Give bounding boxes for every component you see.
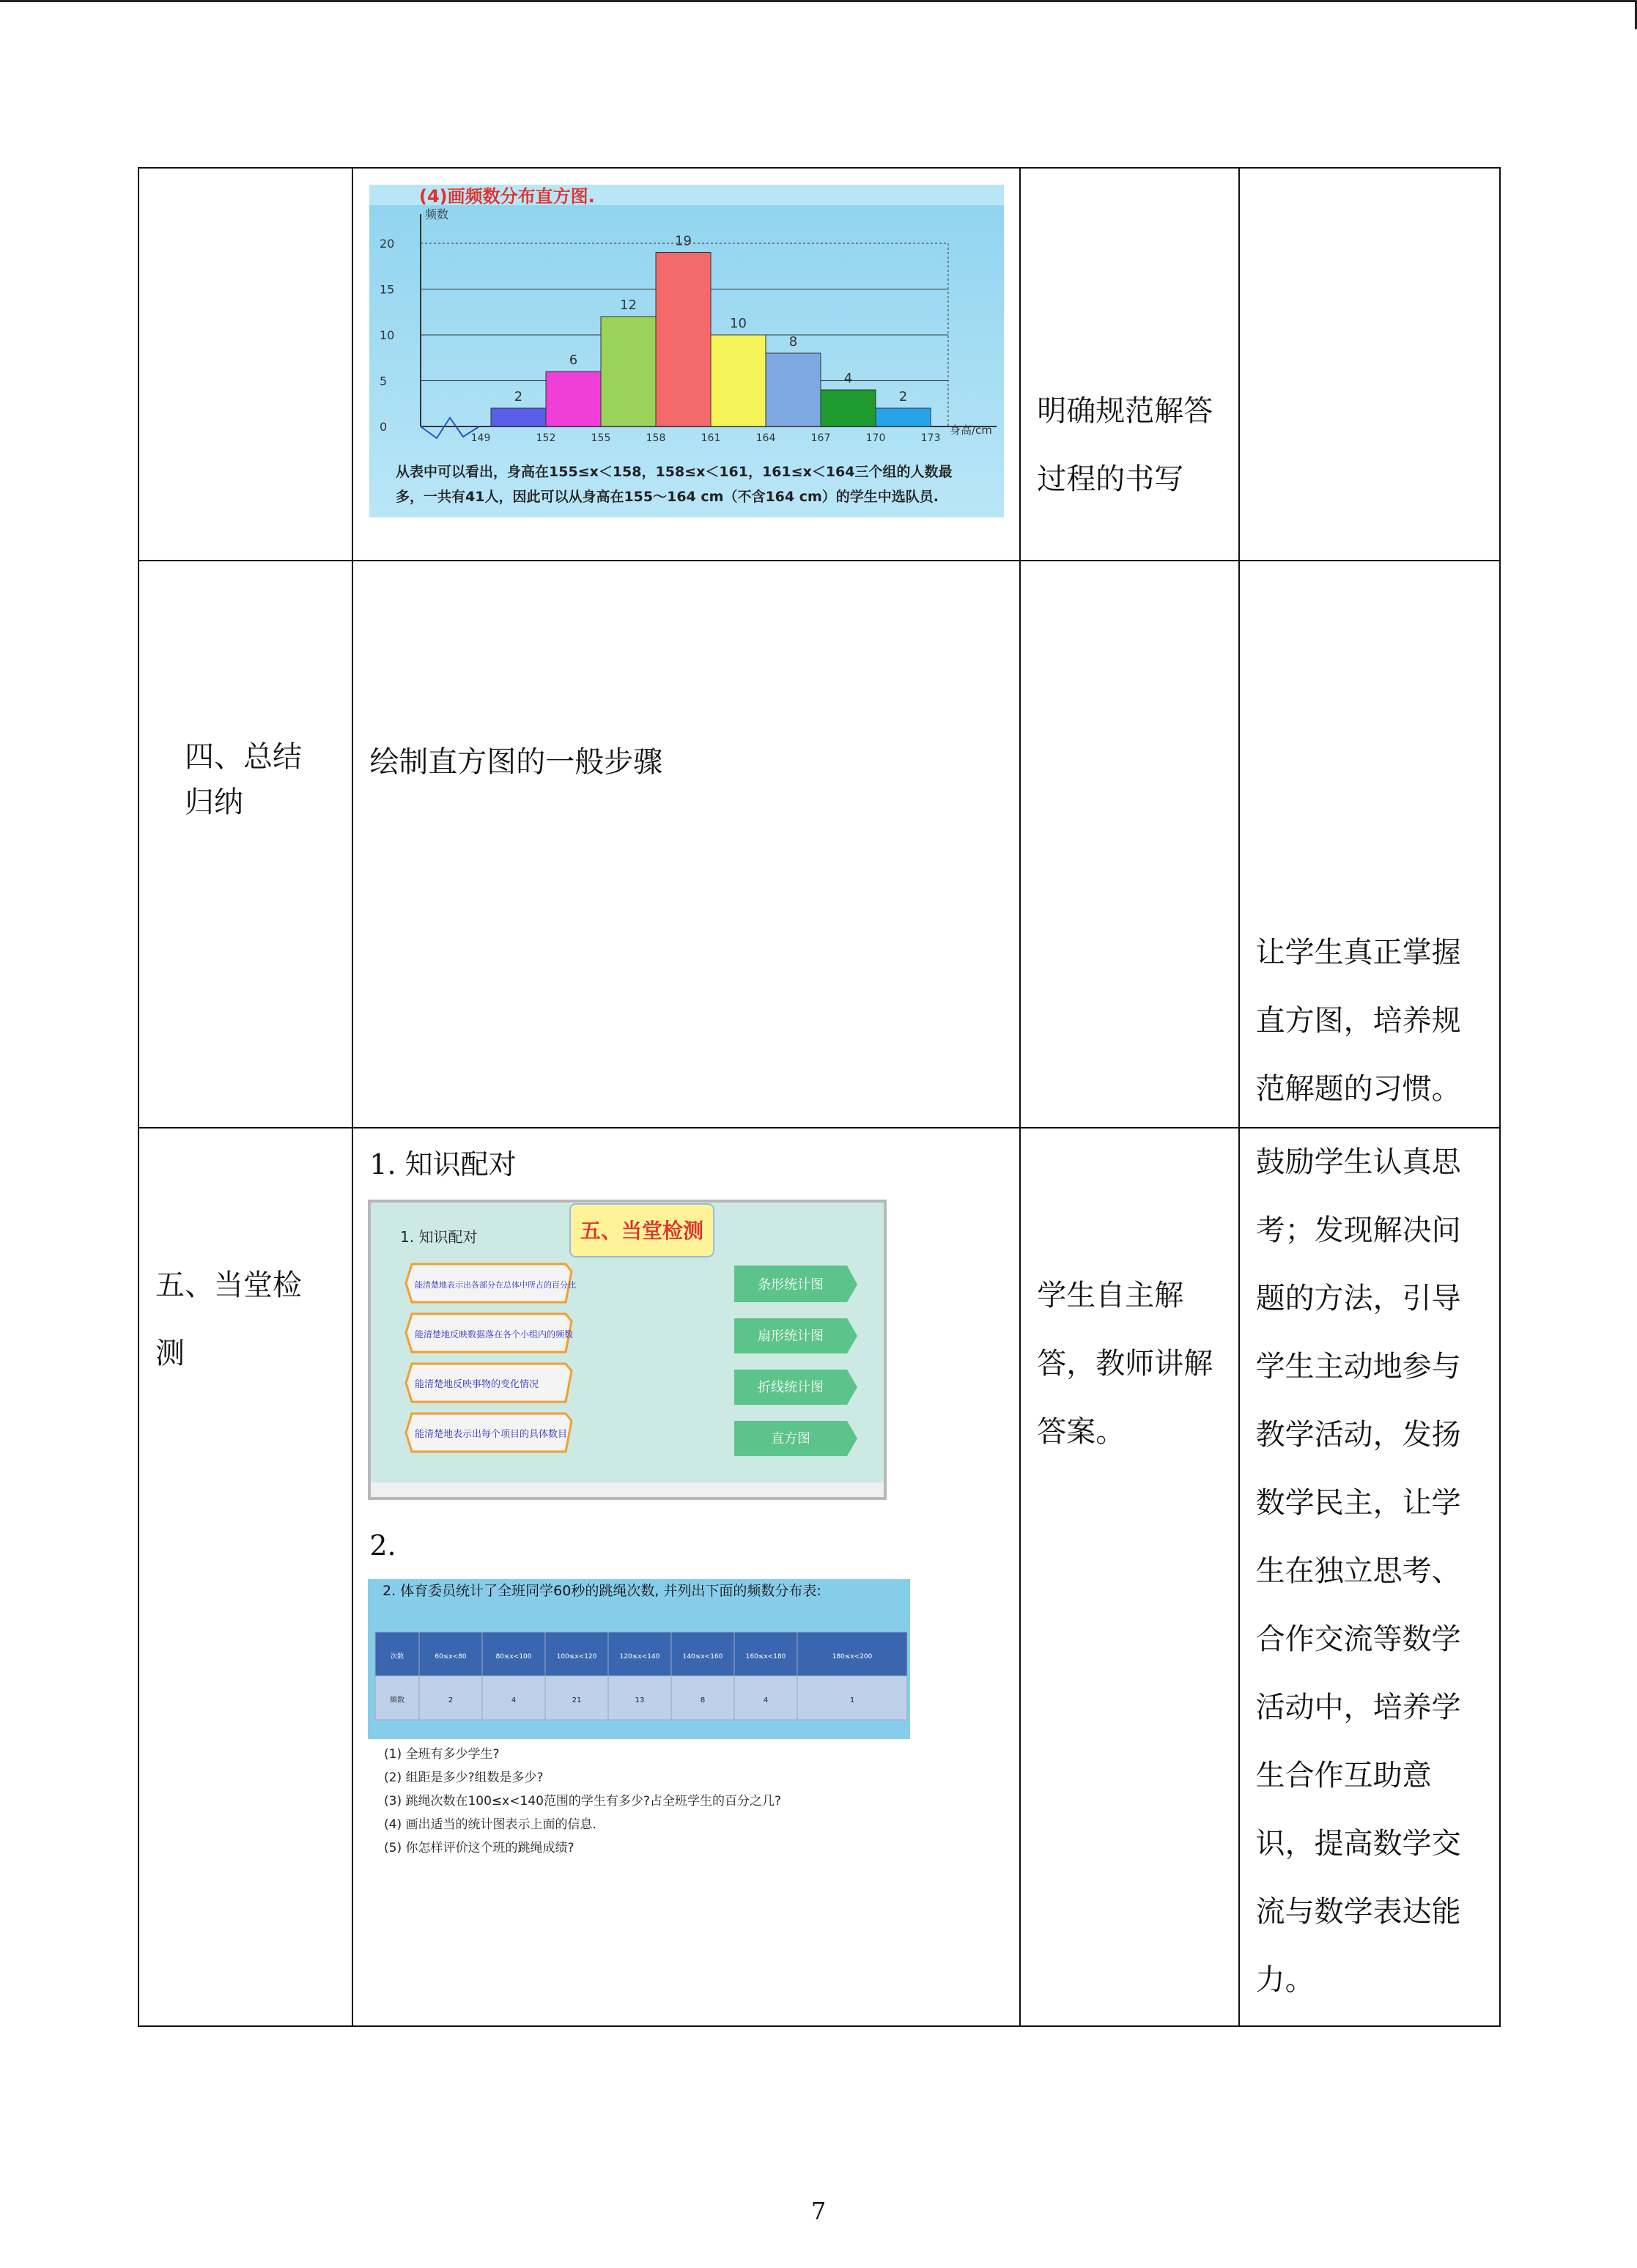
- intent-line: 流与数学表达能: [1255, 1895, 1461, 1929]
- table-header-text: 120≤x<140: [619, 1653, 660, 1661]
- stage-line: 五、当堂检: [155, 1268, 302, 1302]
- intent-line: 教学活动，发扬: [1255, 1418, 1461, 1452]
- intent-line: 识，提高数学交: [1255, 1827, 1461, 1861]
- histogram-bar: [821, 390, 876, 426]
- match-right-item: 直方图: [771, 1431, 811, 1447]
- histogram-caption-line1: 从表中可以看出，身高在155≤x＜158，158≤x＜161，161≤x＜164三个组的人数最: [396, 464, 953, 480]
- bar-value-label: 19: [675, 233, 692, 249]
- histogram-title: (4)画频数分布直方图.: [419, 186, 596, 207]
- intent-line: 直方图，培养规: [1255, 1004, 1461, 1038]
- stage-text: [139, 561, 352, 825]
- match-left-item: 能清楚地表示出每个项目的具体数目: [415, 1429, 568, 1440]
- intent-line: 题的方法，引导: [1255, 1282, 1461, 1315]
- x-tick-label: 173: [920, 432, 941, 444]
- histogram-bar: [711, 335, 766, 426]
- histogram-slide: [369, 185, 1004, 517]
- frequency-table-slide: [368, 1579, 910, 1856]
- activity-line: 答案。: [1037, 1415, 1126, 1449]
- step2-label: 2.: [369, 1529, 396, 1562]
- top-border: [0, 0, 1637, 2]
- content-cell: [352, 1128, 1020, 2026]
- matching-slide-graphic: [371, 1203, 884, 1497]
- table-row-histogram: [138, 168, 1500, 561]
- sub-question: (5) 你怎样评价这个班的跳绳成绩?: [384, 1841, 574, 1855]
- matching-slide-header: 五、当堂检测: [580, 1219, 704, 1243]
- stage-cell-empty: [138, 168, 352, 561]
- table-header-text: 140≤x<160: [682, 1653, 723, 1661]
- bar-value-label: 2: [514, 389, 523, 405]
- intent-line: 合作交流等数学: [1255, 1622, 1461, 1656]
- y-axis-label: 频数: [425, 207, 449, 221]
- x-tick-label: 158: [646, 432, 666, 444]
- sub-question: (2) 组距是多少?组数是多少?: [384, 1770, 544, 1785]
- table-header-text: 次数: [391, 1653, 404, 1661]
- intent-line: 范解题的习惯。: [1255, 1072, 1461, 1106]
- table-data-text: 4: [511, 1696, 517, 1704]
- intent-line: 生在独立思考、: [1255, 1554, 1461, 1588]
- x-tick-label: 167: [810, 432, 831, 444]
- intent-cell: [1239, 1128, 1500, 2026]
- x-axis-label: 身高/cm: [950, 424, 993, 437]
- intent-cell-empty: [1239, 168, 1500, 561]
- bar-value-label: 6: [569, 352, 578, 368]
- table-data-text: 8: [701, 1696, 706, 1704]
- histogram-chart: [369, 185, 1004, 517]
- step1-label: 1. 知识配对: [369, 1148, 517, 1181]
- histogram-bar: [656, 253, 711, 427]
- match-left-item: 能清楚地反映事物的变化情况: [415, 1379, 539, 1390]
- match-left-item: 能清楚地反映数据落在各个小组内的频数: [415, 1329, 574, 1340]
- intent-text: [1240, 1129, 1499, 2014]
- histogram-bar: [546, 372, 601, 426]
- activity-line: 明确规范解答: [1037, 394, 1213, 428]
- activity-cell-empty: [1020, 561, 1238, 1128]
- table-data-text: 2: [448, 1696, 454, 1704]
- x-tick-label: 155: [591, 432, 611, 444]
- frequency-table-graphic: [368, 1579, 910, 1856]
- intent-line: 学生主动地参与: [1255, 1350, 1461, 1384]
- intent-line: 生合作互助意: [1255, 1759, 1432, 1792]
- match-left-item: 能清楚地表示出各部分在总体中所占的百分比: [415, 1280, 577, 1290]
- table-header-text: 100≤x<120: [556, 1653, 597, 1661]
- x-tick-label: 161: [701, 432, 721, 444]
- lesson-plan-table: [138, 167, 1501, 2027]
- activity-line: 答，教师讲解: [1037, 1347, 1213, 1381]
- y-tick-label: 5: [380, 374, 388, 388]
- table-data-text: 21: [572, 1696, 582, 1704]
- histogram-caption-line2: 多，一共有41人，因此可以从身高在155～164 cm（不含164 cm）的学生中选队员.: [396, 489, 939, 505]
- bar-value-label: 4: [844, 371, 853, 386]
- match-right-item: 条形统计图: [758, 1277, 824, 1293]
- activity-text: [1021, 169, 1238, 514]
- intent-line: 数学民主，让学: [1255, 1486, 1461, 1520]
- y-tick-label: 20: [380, 237, 395, 251]
- sub-question: (1) 全班有多少学生?: [384, 1747, 500, 1762]
- page-number: 7: [810, 2197, 827, 2225]
- table-data-text: 1: [850, 1696, 855, 1704]
- intent-line: 鼓励学生认真思: [1255, 1145, 1461, 1179]
- matching-slide: [368, 1200, 887, 1500]
- stage-line: 归纳: [185, 786, 243, 819]
- content-cell: [352, 168, 1020, 561]
- intent-cell: [1239, 561, 1500, 1128]
- stage-text: [139, 1129, 352, 1388]
- bar-value-label: 10: [730, 316, 747, 331]
- stage-line: 四、总结: [185, 740, 302, 774]
- activity-line: 学生自主解: [1037, 1279, 1184, 1312]
- match-right-item: 折线统计图: [758, 1380, 824, 1395]
- activity-cell: [1020, 168, 1238, 561]
- histogram-bar: [766, 353, 821, 426]
- intent-line: 活动中，培养学: [1255, 1691, 1461, 1724]
- table-data-text: 4: [764, 1696, 769, 1704]
- y-tick-label: 10: [380, 328, 395, 342]
- table-row-check: [138, 1128, 1500, 2026]
- stage-cell: [138, 1128, 352, 2026]
- table-data-text: 13: [635, 1696, 645, 1704]
- activity-text: [1021, 1129, 1238, 1466]
- bar-value-label: 2: [899, 389, 908, 405]
- table-row-summary: [138, 561, 1500, 1128]
- summary-text: 绘制直方图的一般步骤: [369, 745, 663, 779]
- stage-cell: [138, 561, 352, 1128]
- sub-question: (3) 跳绳次数在100≤x<140范围的学生有多少?占全班学生的百分之几?: [384, 1794, 782, 1809]
- x-tick-label: 149: [470, 432, 491, 444]
- bar-value-label: 8: [789, 334, 798, 350]
- table-header-text: 180≤x<200: [832, 1653, 873, 1661]
- x-tick-label: 170: [865, 432, 886, 444]
- table-header-text: 80≤x<100: [495, 1653, 532, 1661]
- bar-value-label: 12: [620, 298, 638, 313]
- intent-line: 考；发现解决问: [1255, 1214, 1461, 1247]
- y-tick-label: 0: [380, 420, 388, 434]
- activity-cell: [1020, 1128, 1238, 2026]
- activity-line: 过程的书写: [1037, 462, 1184, 496]
- x-tick-label: 164: [755, 432, 776, 444]
- question-text: [383, 1583, 821, 1599]
- intent-line: 让学生真正掌握: [1255, 936, 1461, 969]
- question-tspan: 2. 体育委员统计了全班同学60秒的跳绳次数, 并列出下面的频数分布表:: [383, 1583, 822, 1599]
- y-tick-label: 15: [380, 282, 395, 297]
- intent-line: 力。: [1255, 1963, 1315, 1997]
- histogram-bar: [876, 408, 931, 426]
- content-cell: [352, 561, 1020, 1128]
- sub-question: (4) 画出适当的统计图表示上面的信息.: [384, 1817, 597, 1832]
- table-data-text: 频数: [390, 1696, 405, 1704]
- stage-line: 测: [155, 1337, 185, 1370]
- histogram-bar: [601, 317, 656, 426]
- x-tick-label: 152: [536, 432, 556, 444]
- histogram-bar: [491, 408, 546, 426]
- table-header-text: 160≤x<180: [745, 1653, 786, 1661]
- matching-slide-label: 1. 知识配对: [400, 1228, 478, 1246]
- match-right-item: 扇形统计图: [758, 1329, 824, 1344]
- intent-text: [1240, 561, 1499, 1123]
- table-header-text: 60≤x<80: [435, 1653, 467, 1661]
